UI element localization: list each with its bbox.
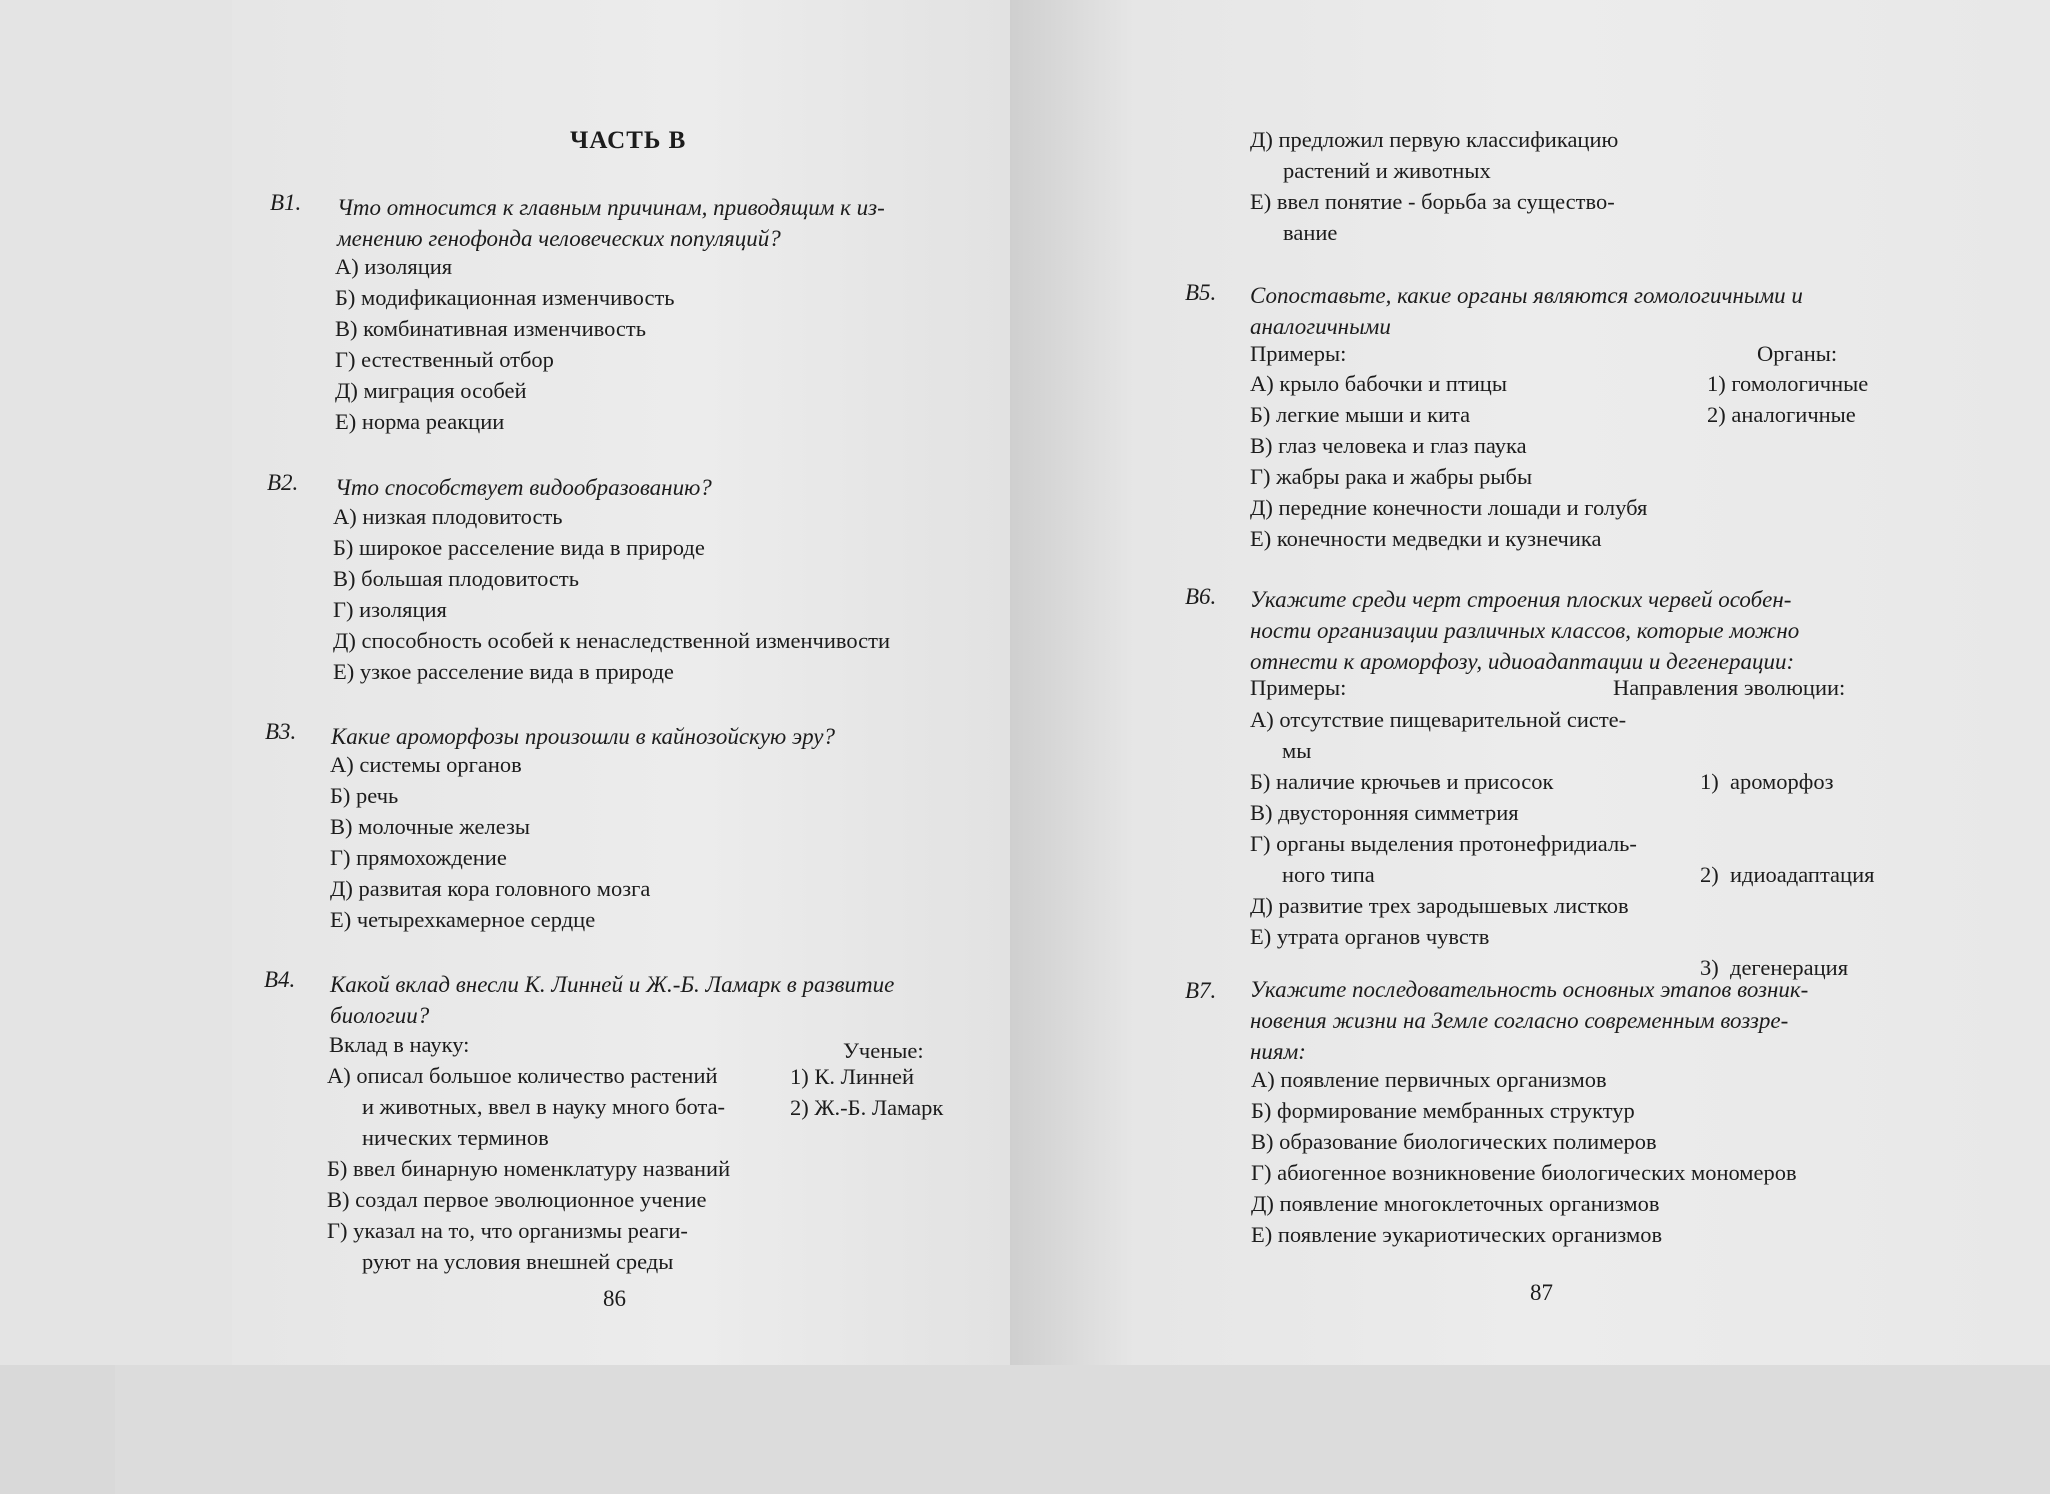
option-item: Г) изоляция: [333, 597, 447, 622]
option-item: Д) появление многоклеточных организмов: [1251, 1191, 1660, 1216]
question-b1-line: менению генофонда человеческих популяций?: [337, 226, 781, 251]
scan-margin: [0, 0, 232, 1365]
option-item: Е) узкое расселение вида в природе: [333, 659, 674, 684]
direction-item: 3) дегенерация: [1700, 955, 1849, 980]
question-b1: [337, 192, 977, 254]
option-item: Б) модификационная изменчивость: [335, 285, 675, 310]
question-label-b5: В5.: [1185, 280, 1217, 305]
option-item: Е) появление эукариотических организмов: [1251, 1222, 1663, 1247]
option-item: Е) конечности медведки и кузнечика: [1250, 526, 1602, 551]
question-b6: [1250, 584, 1895, 677]
option-item: В) комбинативная изменчивость: [335, 316, 647, 341]
option-item: В) молочные железы: [330, 814, 531, 839]
page-number-right: 87: [1530, 1280, 1553, 1305]
option-item: Д) способность особей к ненаследственной изменчивости: [333, 628, 891, 653]
option-item: А) появление первичных организмов: [1251, 1067, 1607, 1092]
option-item: Г) прямохождение: [330, 845, 507, 870]
options-b6: [1250, 704, 1690, 952]
question-b6-line: отнести к ароморфозу, идиоадаптации и дегенерации:: [1250, 649, 1795, 674]
option-item: Е) утрата органов чувств: [1250, 924, 1490, 949]
options-b1: [335, 251, 675, 437]
option-item: Г) жабры рака и жабры рыбы: [1250, 464, 1533, 489]
option-item: Д) развитие трех зародышевых листков: [1250, 893, 1629, 918]
organ-item: 1) гомологичные: [1707, 371, 1869, 396]
option-item: В) создал первое эволюционное учение: [327, 1187, 707, 1212]
option-item-continued: и животных, ввел в науку много бота-: [362, 1094, 726, 1119]
question-b4-line: Какой вклад внесли К. Линней и Ж.-Б. Ламарк в развитие: [330, 972, 895, 997]
option-item: Д) развитая кора головного мозга: [330, 876, 651, 901]
option-item: Б) наличие крючьев и присосок: [1250, 769, 1554, 794]
column-header-examples: Примеры:: [1250, 341, 1347, 366]
options-b4: [327, 1060, 767, 1277]
column-header-examples: Примеры:: [1250, 675, 1347, 700]
option-item: Г) указал на то, что организмы реаги-: [327, 1218, 688, 1243]
option-item-continued: нических терминов: [362, 1125, 549, 1150]
part-title: ЧАСТЬ В: [570, 127, 687, 154]
question-label-b7: В7.: [1185, 978, 1217, 1003]
directions-list: [1700, 704, 1874, 1014]
organs-list: [1707, 368, 1868, 430]
question-b4: [330, 969, 970, 1031]
option-item: В) образование биологических полимеров: [1251, 1129, 1657, 1154]
question-b1-line: Что относится к главным причинам, приводящим к из-: [337, 195, 885, 220]
column-header-organs: Органы:: [1757, 341, 1838, 366]
question-b6-line: ности организации различных классов, которые можно: [1250, 618, 1800, 643]
question-b7: [1250, 974, 1895, 1067]
question-label-b2: В2.: [267, 470, 299, 495]
options-b5: [1250, 368, 1647, 554]
option-item: Б) легкие мыши и кита: [1250, 402, 1471, 427]
question-b2: Что способствует видообразованию?: [335, 475, 712, 500]
column-header-directions: Направления эволюции:: [1613, 675, 1846, 700]
option-item: А) отсутствие пищеварительной систе-: [1250, 707, 1627, 732]
direction-item: 1) ароморфоз: [1700, 769, 1834, 794]
question-label-b4: В4.: [264, 967, 296, 992]
column-header-contribution: Вклад в науку:: [329, 1032, 470, 1057]
option-item-continued: ного типа: [1282, 862, 1375, 887]
column-header-scientists: Ученые:: [843, 1038, 924, 1063]
question-b5: [1250, 280, 1895, 342]
question-b6-line: Укажите среди черт строения плоских червей особен-: [1250, 587, 1792, 612]
option-item: Е) четырехкамерное сердце: [330, 907, 596, 932]
question-b4-line: биологии?: [330, 1003, 430, 1028]
scientists-list: [790, 1061, 943, 1123]
option-item-continued: растений и животных: [1283, 158, 1491, 183]
option-item: А) изоляция: [335, 254, 453, 279]
question-b7-line: ниям:: [1250, 1039, 1306, 1064]
direction-item: 2) идиоадаптация: [1700, 862, 1875, 887]
option-item: Д) передние конечности лошади и голубя: [1250, 495, 1648, 520]
option-item: Е) ввел понятие - борьба за существо-: [1250, 189, 1615, 214]
option-item-continued: руют на условия внешней среды: [362, 1249, 674, 1274]
options-b4-continued: [1250, 124, 1618, 248]
option-item: Г) органы выделения протонефридиаль-: [1250, 831, 1637, 856]
option-item: Г) абиогенное возникновение биологических мономеров: [1251, 1160, 1797, 1185]
option-item-continued: мы: [1282, 738, 1312, 763]
option-item: Б) широкое расселение вида в природе: [333, 535, 705, 560]
option-item: Б) формирование мембранных структур: [1251, 1098, 1635, 1123]
question-b7-line: новения жизни на Земле согласно современным воззре-: [1250, 1008, 1789, 1033]
option-item: Б) ввел бинарную номенклатуру названий: [327, 1156, 731, 1181]
scan-bottom-strip: [115, 1365, 2050, 1494]
option-item: А) крыло бабочки и птицы: [1250, 371, 1507, 396]
option-item: А) низкая плодовитость: [333, 504, 563, 529]
scientist-item: 1) К. Линней: [790, 1064, 915, 1089]
question-label-b1: В1.: [270, 190, 302, 215]
option-item-continued: вание: [1283, 220, 1338, 245]
option-item: В) двусторонняя симметрия: [1250, 800, 1519, 825]
question-b7-line: Укажите последовательность основных этапов возник-: [1250, 977, 1809, 1002]
option-item: Д) предложил первую классификацию: [1250, 127, 1619, 152]
options-b2: [333, 501, 890, 687]
question-b5-line: аналогичными: [1250, 314, 1391, 339]
page-number-left: 86: [603, 1286, 626, 1311]
option-item: В) глаз человека и глаз паука: [1250, 433, 1527, 458]
options-b3: [330, 749, 650, 935]
option-item: Е) норма реакции: [335, 409, 505, 434]
question-b5-line: Сопоставьте, какие органы являются гомологичными и: [1250, 283, 1803, 308]
question-label-b3: В3.: [265, 719, 297, 744]
scientist-item: 2) Ж.-Б. Ламарк: [790, 1095, 944, 1120]
option-item: А) описал большое количество растений: [327, 1063, 718, 1088]
option-item: Г) естественный отбор: [335, 347, 554, 372]
option-item: Д) миграция особей: [335, 378, 527, 403]
options-b7: [1251, 1064, 1797, 1250]
option-item: А) системы органов: [330, 752, 522, 777]
question-label-b6: В6.: [1185, 584, 1217, 609]
option-item: Б) речь: [330, 783, 399, 808]
option-item: В) большая плодовитость: [333, 566, 579, 591]
question-b3: Какие ароморфозы произошли в кайнозойскую эру?: [331, 724, 836, 749]
organ-item: 2) аналогичные: [1707, 402, 1856, 427]
